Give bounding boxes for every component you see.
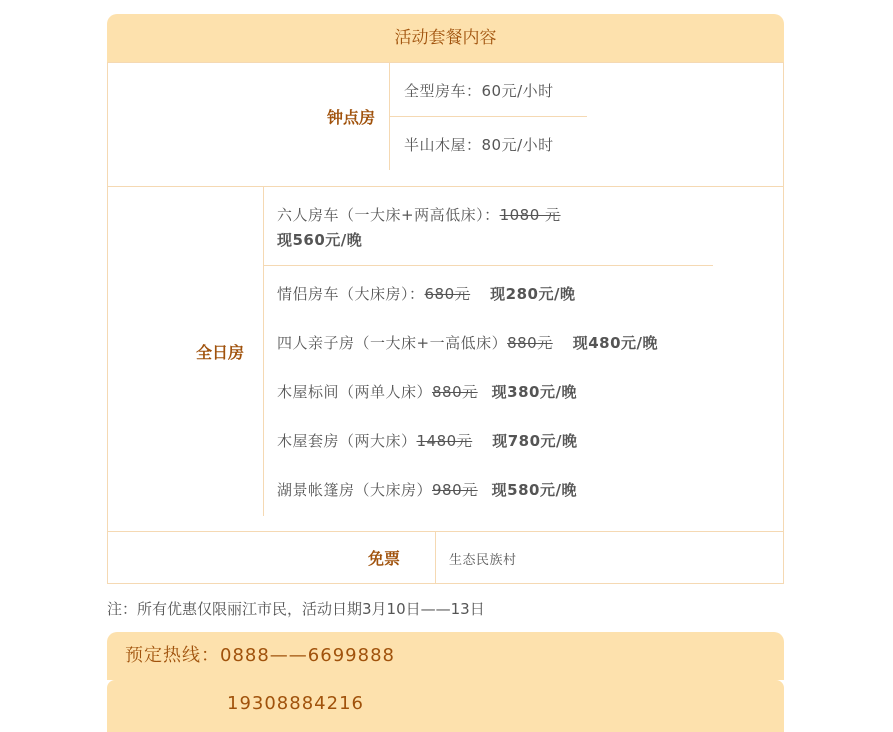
room-old-price: 880元 bbox=[507, 334, 553, 352]
room-name: 木屋套房（两大床） bbox=[277, 432, 417, 450]
room-item bbox=[277, 479, 577, 500]
hourly-item: 全型房车：60元/小时 bbox=[404, 82, 554, 100]
room-item bbox=[277, 381, 577, 402]
room-name: 六人房车（一大床+两高低床）： bbox=[277, 206, 500, 224]
hotline-bar bbox=[107, 632, 784, 680]
fullday-label: 全日房 bbox=[195, 343, 244, 362]
room-old-price: 980元 bbox=[432, 481, 478, 499]
room-old-price: 1480元 bbox=[416, 432, 473, 450]
room-now-price: 现560元/晚 bbox=[277, 231, 363, 249]
room-now-price: 现380元/晚 bbox=[491, 383, 577, 401]
free-label: 免票 bbox=[367, 549, 400, 568]
room-now-price: 现580元/晚 bbox=[491, 481, 577, 499]
package-header bbox=[107, 14, 784, 62]
hourly-label: 钟点房 bbox=[326, 108, 375, 127]
hourly-section bbox=[107, 62, 784, 171]
room-item bbox=[277, 430, 578, 451]
room-now-price: 现780元/晚 bbox=[492, 432, 578, 450]
free-ticket-section bbox=[107, 531, 784, 584]
hotline-mobile: 19308884216 bbox=[227, 693, 364, 714]
package-title: 活动套餐内容 bbox=[394, 28, 497, 48]
hourly-item: 半山木屋：80元/小时 bbox=[404, 136, 554, 154]
spacer-row bbox=[107, 516, 784, 532]
spacer-row bbox=[107, 170, 784, 187]
fullday-label-cell bbox=[108, 187, 264, 516]
room-item bbox=[277, 204, 561, 225]
room-now-price: 现480元/晚 bbox=[572, 334, 659, 352]
hourly-label-cell bbox=[108, 63, 390, 170]
hotline-primary: 预定热线：0888——6699888 bbox=[125, 645, 395, 666]
promo-note: 注：所有优惠仅限丽江市民，活动日期3月10日——13日 bbox=[107, 600, 485, 618]
hotline-bar-secondary bbox=[107, 680, 784, 732]
room-old-price: 880元 bbox=[432, 383, 478, 401]
room-old-price: 1080 元 bbox=[499, 206, 561, 224]
room-name: 四人亲子房（一大床+一高低床） bbox=[277, 334, 508, 352]
room-old-price: 680元 bbox=[424, 285, 471, 303]
room-item bbox=[277, 332, 658, 353]
hourly-divider bbox=[390, 116, 587, 117]
fullday-section bbox=[107, 186, 784, 517]
fullday-divider bbox=[264, 265, 713, 266]
room-item bbox=[277, 283, 575, 304]
room-name: 湖景帐篷房（大床房） bbox=[277, 481, 433, 499]
room-name: 木屋标间（两单人床） bbox=[277, 383, 433, 401]
room-name: 情侣房车（大床房）： bbox=[277, 285, 425, 303]
free-value: 生态民族村 bbox=[449, 553, 517, 568]
room-now-price: 现280元/晚 bbox=[490, 285, 576, 303]
free-label-cell bbox=[108, 532, 436, 583]
